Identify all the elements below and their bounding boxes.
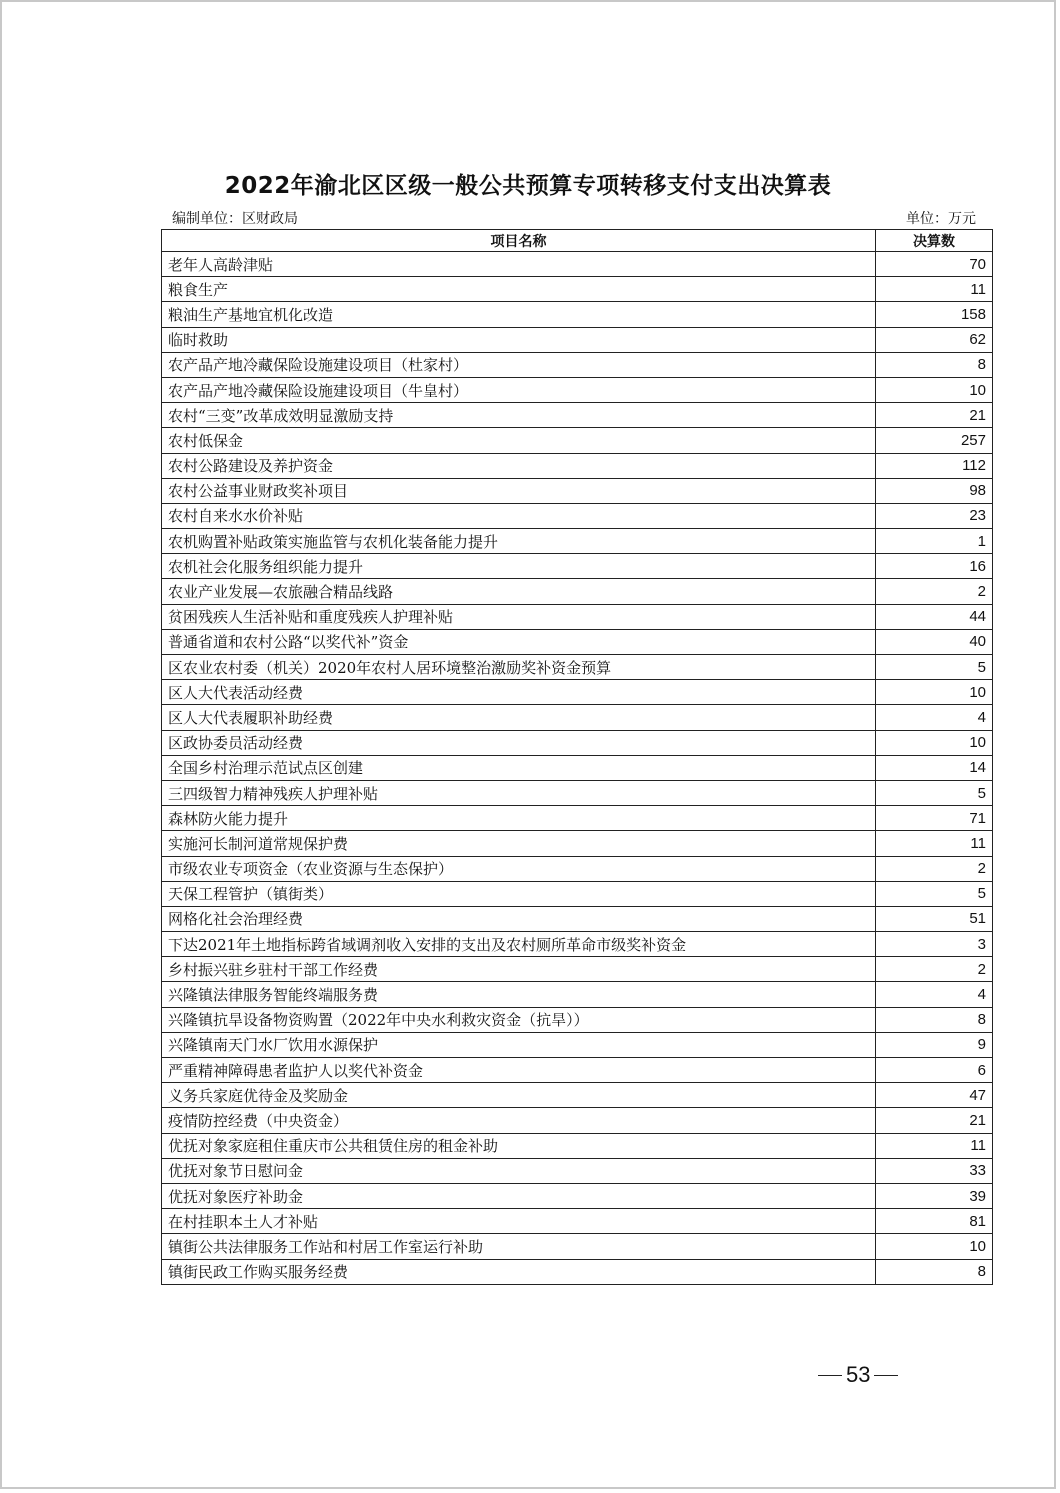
row-item-amount: 5 bbox=[876, 655, 993, 680]
table-row bbox=[162, 403, 993, 428]
unit-label: 单位：万元 bbox=[906, 211, 976, 227]
table-row bbox=[162, 503, 993, 528]
row-item-amount: 44 bbox=[876, 604, 993, 629]
row-item-name: 粮油生产基地宜机化改造 bbox=[162, 302, 876, 327]
row-item-name: 农村公益事业财政奖补项目 bbox=[162, 478, 876, 503]
table-row bbox=[162, 906, 993, 931]
row-item-amount: 14 bbox=[876, 755, 993, 780]
row-item-amount: 10 bbox=[876, 377, 993, 402]
row-item-name: 区农业农村委（机关）2020年农村人居环境整治激励奖补资金预算 bbox=[162, 655, 876, 680]
row-item-amount: 2 bbox=[876, 579, 993, 604]
table-row bbox=[162, 377, 993, 402]
row-item-amount: 6 bbox=[876, 1058, 993, 1083]
table-row bbox=[162, 1259, 993, 1284]
row-item-amount: 8 bbox=[876, 1007, 993, 1032]
table-row bbox=[162, 1234, 993, 1259]
budget-table bbox=[161, 229, 993, 1285]
row-item-name: 镇街民政工作购买服务经费 bbox=[162, 1259, 876, 1284]
table-row bbox=[162, 1058, 993, 1083]
row-item-amount: 257 bbox=[876, 428, 993, 453]
table-row bbox=[162, 780, 993, 805]
table-body bbox=[162, 252, 993, 1285]
table-row bbox=[162, 806, 993, 831]
table-row bbox=[162, 1108, 993, 1133]
row-item-name: 网格化社会治理经费 bbox=[162, 906, 876, 931]
row-item-amount: 71 bbox=[876, 806, 993, 831]
row-item-amount: 11 bbox=[876, 831, 993, 856]
table-row bbox=[162, 453, 993, 478]
table-row bbox=[162, 302, 993, 327]
row-item-amount: 23 bbox=[876, 503, 993, 528]
row-item-amount: 33 bbox=[876, 1158, 993, 1183]
row-item-amount: 4 bbox=[876, 982, 993, 1007]
row-item-amount: 5 bbox=[876, 780, 993, 805]
row-item-amount: 2 bbox=[876, 957, 993, 982]
table-row bbox=[162, 352, 993, 377]
table-row bbox=[162, 604, 993, 629]
table-row bbox=[162, 1083, 993, 1108]
row-item-amount: 10 bbox=[876, 730, 993, 755]
row-item-name: 疫情防控经费（中央资金） bbox=[162, 1108, 876, 1133]
row-item-amount: 8 bbox=[876, 352, 993, 377]
row-item-name: 农业产业发展—农旅融合精品线路 bbox=[162, 579, 876, 604]
table-row bbox=[162, 327, 993, 352]
row-item-amount: 39 bbox=[876, 1183, 993, 1208]
row-item-name: 农村公路建设及养护资金 bbox=[162, 453, 876, 478]
row-item-name: 农机社会化服务组织能力提升 bbox=[162, 554, 876, 579]
row-item-name: 农村“三变”改革成效明显激励支持 bbox=[162, 403, 876, 428]
row-item-name: 农产品产地冷藏保险设施建设项目（杜家村） bbox=[162, 352, 876, 377]
row-item-amount: 51 bbox=[876, 906, 993, 931]
row-item-amount: 62 bbox=[876, 327, 993, 352]
table-row bbox=[162, 1158, 993, 1183]
row-item-name: 下达2021年土地指标跨省域调剂收入安排的支出及农村厕所革命市级奖补资金 bbox=[162, 932, 876, 957]
row-item-amount: 21 bbox=[876, 1108, 993, 1133]
row-item-amount: 11 bbox=[876, 277, 993, 302]
row-item-name: 优抚对象节日慰问金 bbox=[162, 1158, 876, 1183]
table-row bbox=[162, 1007, 993, 1032]
table-row bbox=[162, 579, 993, 604]
page-number-dash-right bbox=[874, 1375, 898, 1376]
table-row bbox=[162, 1133, 993, 1158]
row-item-name: 普通省道和农村公路“以奖代补”资金 bbox=[162, 629, 876, 654]
row-item-amount: 16 bbox=[876, 554, 993, 579]
row-item-name: 森林防火能力提升 bbox=[162, 806, 876, 831]
table-header-row bbox=[162, 230, 993, 252]
row-item-amount: 4 bbox=[876, 705, 993, 730]
column-header-name: 项目名称 bbox=[162, 230, 876, 252]
page-number-dash-left bbox=[818, 1375, 842, 1376]
table-row bbox=[162, 277, 993, 302]
row-item-amount: 2 bbox=[876, 856, 993, 881]
row-item-amount: 10 bbox=[876, 680, 993, 705]
table-row bbox=[162, 957, 993, 982]
table-row bbox=[162, 554, 993, 579]
row-item-name: 镇街公共法律服务工作站和村居工作室运行补助 bbox=[162, 1234, 876, 1259]
row-item-name: 区人大代表履职补助经费 bbox=[162, 705, 876, 730]
row-item-amount: 81 bbox=[876, 1209, 993, 1234]
row-item-name: 农机购置补贴政策实施监管与农机化装备能力提升 bbox=[162, 529, 876, 554]
table-row bbox=[162, 1183, 993, 1208]
row-item-name: 临时救助 bbox=[162, 327, 876, 352]
table-row bbox=[162, 755, 993, 780]
row-item-name: 粮食生产 bbox=[162, 277, 876, 302]
row-item-amount: 1 bbox=[876, 529, 993, 554]
table-row bbox=[162, 705, 993, 730]
table-row bbox=[162, 982, 993, 1007]
page-number-value: 53 bbox=[846, 1362, 871, 1387]
table-row bbox=[162, 478, 993, 503]
table-row bbox=[162, 252, 993, 277]
table-row bbox=[162, 730, 993, 755]
row-item-amount: 11 bbox=[876, 1133, 993, 1158]
row-item-name: 老年人高龄津贴 bbox=[162, 252, 876, 277]
row-item-amount: 5 bbox=[876, 881, 993, 906]
row-item-name: 农村低保金 bbox=[162, 428, 876, 453]
row-item-amount: 47 bbox=[876, 1083, 993, 1108]
row-item-name: 农村自来水水价补贴 bbox=[162, 503, 876, 528]
table-row bbox=[162, 529, 993, 554]
column-header-amount: 决算数 bbox=[876, 230, 993, 252]
row-item-name: 市级农业专项资金（农业资源与生态保护） bbox=[162, 856, 876, 881]
row-item-name: 贫困残疾人生活补贴和重度残疾人护理补贴 bbox=[162, 604, 876, 629]
table-row bbox=[162, 1032, 993, 1057]
row-item-name: 区政协委员活动经费 bbox=[162, 730, 876, 755]
row-item-amount: 8 bbox=[876, 1259, 993, 1284]
page-number bbox=[814, 1362, 902, 1388]
row-item-name: 严重精神障碍患者监护人以奖代补资金 bbox=[162, 1058, 876, 1083]
row-item-amount: 9 bbox=[876, 1032, 993, 1057]
row-item-name: 实施河长制河道常规保护费 bbox=[162, 831, 876, 856]
row-item-amount: 158 bbox=[876, 302, 993, 327]
row-item-amount: 40 bbox=[876, 629, 993, 654]
row-item-name: 乡村振兴驻乡驻村干部工作经费 bbox=[162, 957, 876, 982]
table-row bbox=[162, 856, 993, 881]
table-row bbox=[162, 629, 993, 654]
table-row bbox=[162, 881, 993, 906]
row-item-name: 兴隆镇法律服务智能终端服务费 bbox=[162, 982, 876, 1007]
row-item-name: 优抚对象医疗补助金 bbox=[162, 1183, 876, 1208]
row-item-amount: 98 bbox=[876, 478, 993, 503]
row-item-name: 三四级智力精神残疾人护理补贴 bbox=[162, 780, 876, 805]
table-row bbox=[162, 1209, 993, 1234]
row-item-amount: 10 bbox=[876, 1234, 993, 1259]
row-item-amount: 70 bbox=[876, 252, 993, 277]
table-row bbox=[162, 831, 993, 856]
row-item-amount: 21 bbox=[876, 403, 993, 428]
table-row bbox=[162, 680, 993, 705]
row-item-name: 区人大代表活动经费 bbox=[162, 680, 876, 705]
row-item-amount: 3 bbox=[876, 932, 993, 957]
row-item-name: 在村挂职本土人才补贴 bbox=[162, 1209, 876, 1234]
row-item-amount: 112 bbox=[876, 453, 993, 478]
row-item-name: 兴隆镇南天门水厂饮用水源保护 bbox=[162, 1032, 876, 1057]
row-item-name: 义务兵家庭优待金及奖励金 bbox=[162, 1083, 876, 1108]
row-item-name: 全国乡村治理示范试点区创建 bbox=[162, 755, 876, 780]
row-item-name: 兴隆镇抗旱设备物资购置（2022年中央水利救灾资金（抗旱）） bbox=[162, 1007, 876, 1032]
table-row bbox=[162, 655, 993, 680]
compiler-label: 编制单位：区财政局 bbox=[172, 211, 298, 227]
row-item-name: 优抚对象家庭租住重庆市公共租赁住房的租金补助 bbox=[162, 1133, 876, 1158]
table-row bbox=[162, 428, 993, 453]
document-title: 2022年渝北区区级一般公共预算专项转移支付支出决算表 bbox=[224, 173, 832, 199]
row-item-name: 天保工程管护（镇街类） bbox=[162, 881, 876, 906]
row-item-name: 农产品产地冷藏保险设施建设项目（牛皇村） bbox=[162, 377, 876, 402]
table-row bbox=[162, 932, 993, 957]
